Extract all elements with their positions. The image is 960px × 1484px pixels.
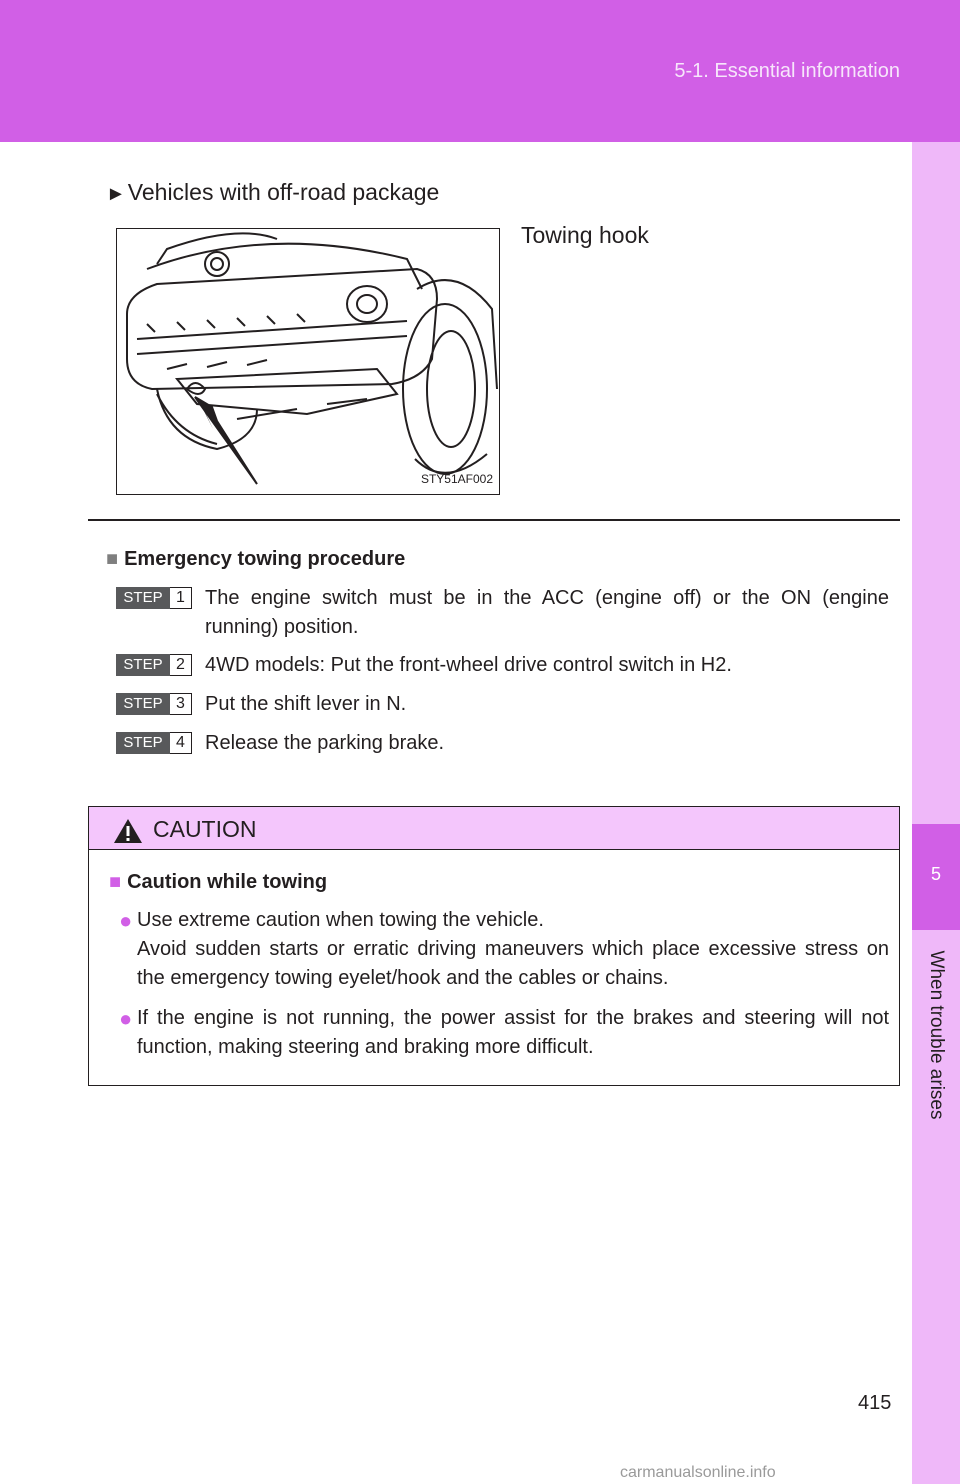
step-text: The engine switch must be in the ACC (engine off) or the ON (engine running) position. — [205, 587, 889, 638]
step-badge: STEP — [116, 654, 170, 676]
step-badge: STEP — [116, 587, 170, 609]
caution-bullet-line: Avoid sudden starts or erratic driving maneuvers which place excessive stress on the emergency towing eyelet/hook and the cables or chains. — [137, 938, 889, 989]
section-divider — [88, 519, 900, 521]
chapter-number: 5 — [930, 864, 941, 884]
pointer-triangle-icon: ► — [106, 183, 126, 205]
step-badge: STEP — [116, 732, 170, 754]
step-text: Put the shift lever in N. — [205, 693, 407, 715]
vehicles-label-text: Vehicles with off-road package — [127, 179, 440, 205]
towing-hook-callout: Towing hook — [521, 222, 649, 248]
step-indicator — [116, 732, 193, 754]
caution-title: CAUTION — [153, 816, 257, 842]
bullet-dot-icon: ● — [119, 1006, 133, 1031]
step-text: 4WD models: Put the front-wheel drive control switch in H2. — [205, 654, 732, 676]
page-header — [0, 0, 960, 142]
caution-header — [89, 807, 899, 850]
step-number: 4 — [170, 732, 192, 754]
vehicles-label — [106, 179, 439, 206]
step-text: Release the parking brake. — [205, 732, 445, 754]
section-square-icon: ■ — [106, 548, 119, 570]
caution-subheading — [109, 871, 327, 894]
warning-triangle-icon — [113, 818, 143, 844]
page-number: 415 — [858, 1392, 892, 1414]
bullet-dot-icon: ● — [119, 908, 133, 933]
step-indicator — [116, 654, 193, 676]
figure-code: STY51AF002 — [420, 472, 493, 486]
step-indicator — [116, 587, 193, 609]
step-number: 1 — [170, 587, 192, 609]
step-badge: STEP — [116, 693, 170, 715]
caution-box — [88, 806, 900, 1086]
chapter-title: When trouble arises — [926, 950, 947, 1120]
step-indicator — [116, 693, 193, 715]
towing-hook-illustration — [116, 228, 500, 495]
caution-subheading-text: Caution while towing — [127, 871, 328, 893]
section-title: 5-1. Essential information — [674, 60, 900, 82]
section-heading-text: Emergency towing procedure — [124, 548, 406, 570]
step-number: 3 — [170, 693, 192, 715]
section-heading — [106, 548, 405, 571]
caution-bullet-text — [137, 906, 889, 993]
watermark: carmanualsonline.info — [620, 1464, 776, 1481]
step-number: 2 — [170, 654, 192, 676]
chapter-side-tab — [912, 142, 960, 1484]
caution-square-icon: ■ — [109, 871, 122, 893]
truck-front-illustration — [117, 229, 499, 494]
caution-bullet-text: If the engine is not running, the power assist for the brakes and steering will not function, making steering and braking more difficult. — [137, 1007, 889, 1058]
caution-bullet-line: Use extreme caution when towing the vehicle. — [137, 909, 544, 931]
